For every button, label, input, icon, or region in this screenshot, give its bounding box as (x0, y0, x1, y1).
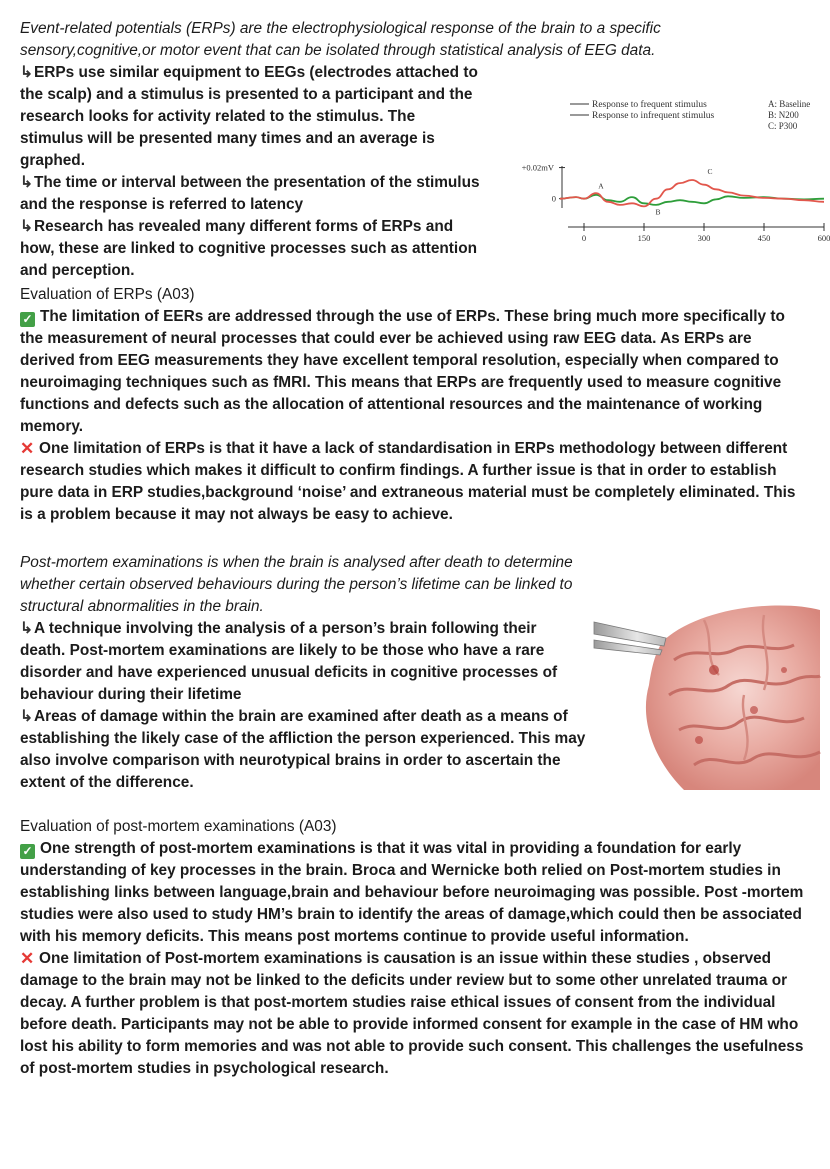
arrow-icon: ↳ (20, 708, 33, 725)
erp-bullet-3-text: Research has revealed many different forms of ERPs and how, these are linked to cognitive processes such as attention and perception. (20, 218, 477, 279)
arrow-icon: ↳ (20, 174, 33, 191)
erp-evaluation-section (20, 284, 810, 526)
annotation-b: B (655, 207, 661, 217)
erp-limitation-text: One limitation of ERPs is that it have a lack of standardisation in ERPs methodology between different research studies which makes it difficult to confirm findings. A further issue is that in order to establish pure data in ERP studies,background ‘noise’ and extraneous material must be completely eliminated. This is a problem because it may not always be easy to achieve. (20, 440, 796, 523)
erp-limitation (20, 438, 810, 526)
erp-bullet-1-text: ERPs use similar equipment to EEGs (electrodes attached to the scalp) and a stimulus is presented to a participant and the research looks for activity related to the stimulus. The stimulus will be presented many times and an average is graphed. (20, 64, 478, 169)
key-c: C: P300 (768, 121, 798, 131)
erp-intro-text: Event-related potentials (ERPs) are the electrophysiological response of the brain to a specific sensory,cognitive,or motor event that can be isolated through statistical analysis of EEG data. (20, 20, 661, 59)
erp-strength-text: The limitation of EERs are addressed through the use of ERPs. These bring much more specifically to the measurement of neural processes that could ever be achieved using raw EEG data. As ERPs are derived from EEG measurements they have excellent temporal resolution, especially when compared to neuroimaging techniques such as fMRI. This means that ERPs are frequently used to measure cognitive functions and defects such as the allocation of attentional resources and the maintenance of working memory. (20, 308, 785, 435)
brain-photo (594, 600, 820, 790)
pm-intro (20, 552, 585, 618)
pm-eval-heading-text: Evaluation of post-mortem examinations (A03) (20, 818, 337, 835)
pm-bullet-1-text: A technique involving the analysis of a person’s brain following their death. Post-mortem examinations are likely to be those who have a rare disorder and have experienced unusual deficits in cognitive processes of behaviour during their lifetime (20, 620, 558, 703)
erp-strength (20, 306, 810, 438)
x-tick-label-450: 450 (757, 233, 771, 243)
erp-chart (496, 96, 830, 256)
series-line-frequent (560, 195, 824, 205)
x-tick-label-300: 300 (697, 233, 711, 243)
annotation-c: C (707, 167, 713, 176)
check-icon: ✓ (20, 312, 35, 327)
pm-intro-text: Post-mortem examinations is when the brain is analysed after death to determine whether certain observed behaviours during the person’s lifetime can be linked to structural abnormalities in the brain. (20, 554, 573, 615)
pm-limitation-text: One limitation of Post-mortem examinations is causation is an issue within these studies , observed damage to the brain may not be linked to the deficits under review but to some other unrelated trauma or decay. A further problem is that post-mortem studies raise ethical issues of consent from the individual before death. Participants may not be able to provide informed consent for example in the case of HM who lost his ability to form memories and was not able to provide such consent. This challenges the usefulness of post-mortem studies in psychological research. (20, 950, 804, 1077)
pm-limitation (20, 948, 810, 1080)
erp-bullet-2-text: The time or interval between the presentation of the stimulus and the response is referred to latency (20, 174, 480, 213)
pm-strength (20, 838, 810, 948)
key-a: A: Baseline (768, 99, 811, 109)
annotation-a: A (598, 181, 604, 191)
arrow-icon: ↳ (20, 64, 33, 81)
legend-infrequent: Response to infrequent stimulus (592, 111, 715, 121)
cross-icon: ✕ (20, 439, 35, 458)
check-icon: ✓ (20, 844, 35, 859)
arrow-icon: ↳ (20, 218, 33, 235)
pm-strength-text: One strength of post-mortem examinations is that it was vital in providing a foundation for early understanding of key processes in the brain. Broca and Wernicke both relied on Post-mortem studies in establishing links between language,brain and behaviour before neuroimaging was possible. Post -mortem studies were also used to study HM’s brain to identify the areas of damage,which could then be associated with his memory deficits. This means post mortems continue to provide useful information. (20, 840, 804, 945)
post-mortem-evaluation-section (20, 816, 810, 1080)
arrow-icon: ↳ (20, 620, 33, 637)
x-tick-label-0: 0 (581, 233, 587, 243)
cross-icon: ✕ (20, 949, 35, 968)
erp-intro (20, 18, 750, 62)
x-tick-label-150: 150 (637, 233, 651, 243)
pm-bullet-2-text: Areas of damage within the brain are examined after death as a means of establishing the likely case of the affliction the person experienced. This may also involve comparison with neurotypical brains in order to ascertain the extent of the difference. (20, 708, 586, 791)
erp-eval-heading (20, 284, 810, 306)
legend-frequent: Response to frequent stimulus (592, 100, 707, 110)
erp-eval-heading-text: Evaluation of ERPs (A03) (20, 286, 195, 303)
y-tick-label-0: 0 (551, 193, 556, 204)
x-tick-label-600: 600 (817, 233, 830, 243)
y-tick-label-002: +0.02mV (521, 162, 554, 173)
pm-eval-heading (20, 816, 810, 838)
key-b: B: N200 (768, 110, 799, 120)
